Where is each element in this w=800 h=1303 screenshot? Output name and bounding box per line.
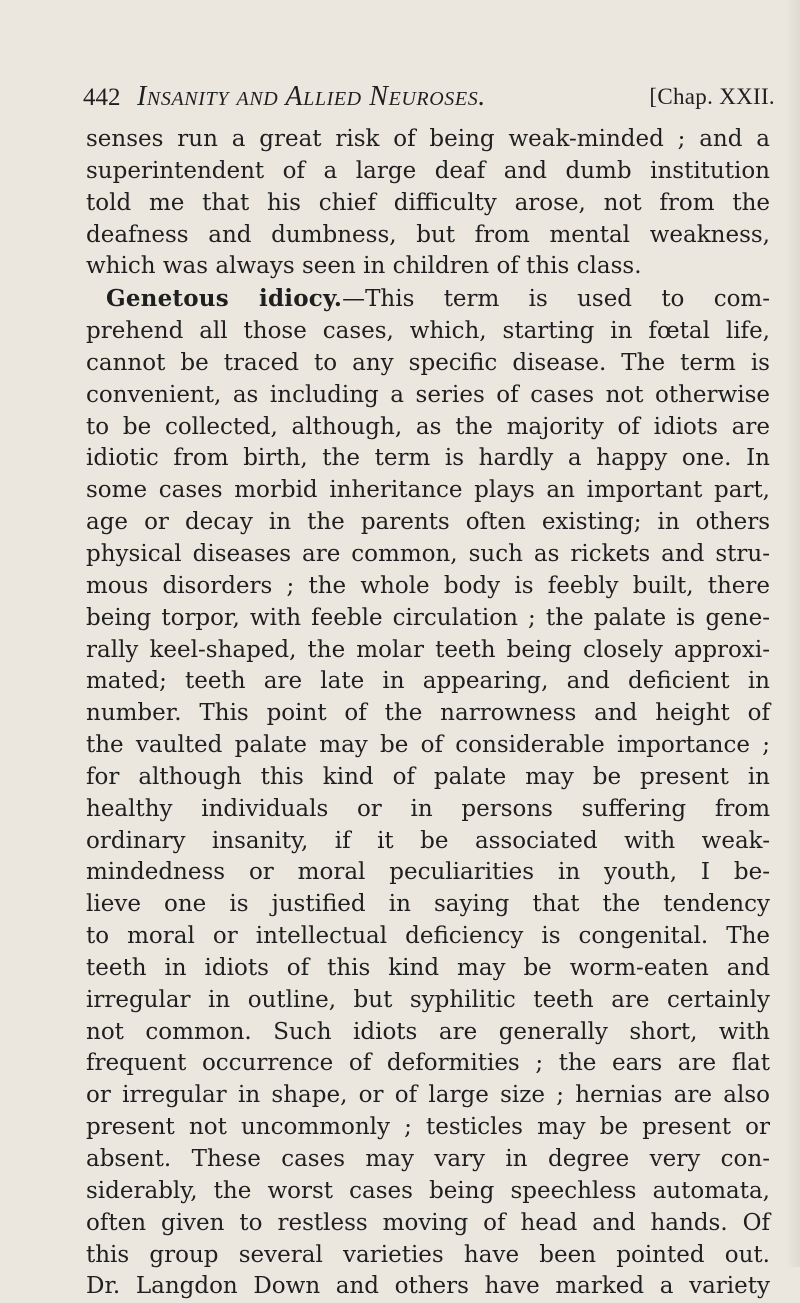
text-line: —This term is used to com- xyxy=(342,286,770,313)
section-heading-line xyxy=(86,283,770,316)
text-line: some cases morbid inheritance plays an important part, xyxy=(86,477,770,504)
text-line: not common. Such idiots are generally short, with xyxy=(86,1018,770,1045)
running-header xyxy=(83,81,783,117)
text-line: irregular in outline, but syphilitic teeth are certainly xyxy=(86,986,770,1013)
text-line: teeth in idiots of this kind may be worm-eaten and xyxy=(86,954,770,981)
text-line: told me that his chief difficulty arose, not from the xyxy=(86,189,770,216)
text-line: number. This point of the narrowness and height of xyxy=(86,700,770,727)
text-line: senses run a great risk of being weak-minded ; and a xyxy=(86,126,770,152)
page-number: 442 xyxy=(83,84,121,111)
text-line: lieve one is justified in saying that the tendency xyxy=(86,891,770,918)
text-line: present not uncommonly ; testicles may be present or xyxy=(86,1114,770,1141)
text-line: which was always seen in children of this class. xyxy=(86,253,642,280)
running-title: Insanity and Allied Neuroses. xyxy=(137,81,486,112)
text-line: to be collected, although, as the majority of idiots are xyxy=(86,413,770,440)
text-line: or irregular in shape, or of large size ; hernias are also xyxy=(86,1082,770,1109)
text-line: mated; teeth are late in appearing, and deficient in xyxy=(86,668,770,695)
body-text xyxy=(86,124,770,1303)
text-line: the vaulted palate may be of considerable importance ; xyxy=(86,732,770,759)
text-line: Dr. Langdon Down and others have marked a variety xyxy=(86,1273,770,1300)
text-line: for although this kind of palate may be present in xyxy=(86,763,770,790)
text-line: deafness and dumbness, but from mental weakness, xyxy=(86,221,770,248)
text-line: this group several varieties have been pointed out. xyxy=(86,1241,770,1268)
page-edge-shadow xyxy=(786,0,800,1267)
text-line: absent. These cases may vary in degree very con- xyxy=(86,1146,770,1172)
text-line: to moral or intellectual deficiency is congenital. The xyxy=(86,923,770,950)
text-line: cannot be traced to any specific disease. The term is xyxy=(86,349,770,376)
text-line: idiotic from birth, the term is hardly a happy one. In xyxy=(86,445,770,472)
text-line: age or decay in the parents often existing; in others xyxy=(86,509,770,536)
text-line: physical diseases are common, such as rickets and stru- xyxy=(86,540,770,567)
text-line: mous disorders ; the whole body is feebly built, there xyxy=(86,572,770,599)
section-heading: Genetous idiocy. xyxy=(106,285,343,313)
text-line: mindedness or moral peculiarities in youth, I be- xyxy=(86,859,770,886)
text-line: frequent occurrence of deformities ; the ears are flat xyxy=(86,1050,770,1077)
text-line: healthy individuals or in persons suffering from xyxy=(86,795,770,822)
text-line: ordinary insanity, if it be associated with weak- xyxy=(86,827,770,854)
text-line: often given to restless moving of head and hands. Of xyxy=(86,1209,770,1236)
text-line: rally keel-shaped, the molar teeth being closely approxi- xyxy=(86,636,770,663)
text-line: prehend all those cases, which, starting in fœtal life, xyxy=(86,318,770,345)
chapter-reference: [Chap. XXII. xyxy=(649,84,775,109)
text-line: being torpor, with feeble circulation ; the palate is gene- xyxy=(86,604,770,631)
text-line: superintendent of a large deaf and dumb institution xyxy=(86,157,770,184)
text-line: convenient, as including a series of cases not otherwise xyxy=(86,381,770,408)
text-line: siderably, the worst cases being speechless automata, xyxy=(86,1177,770,1204)
